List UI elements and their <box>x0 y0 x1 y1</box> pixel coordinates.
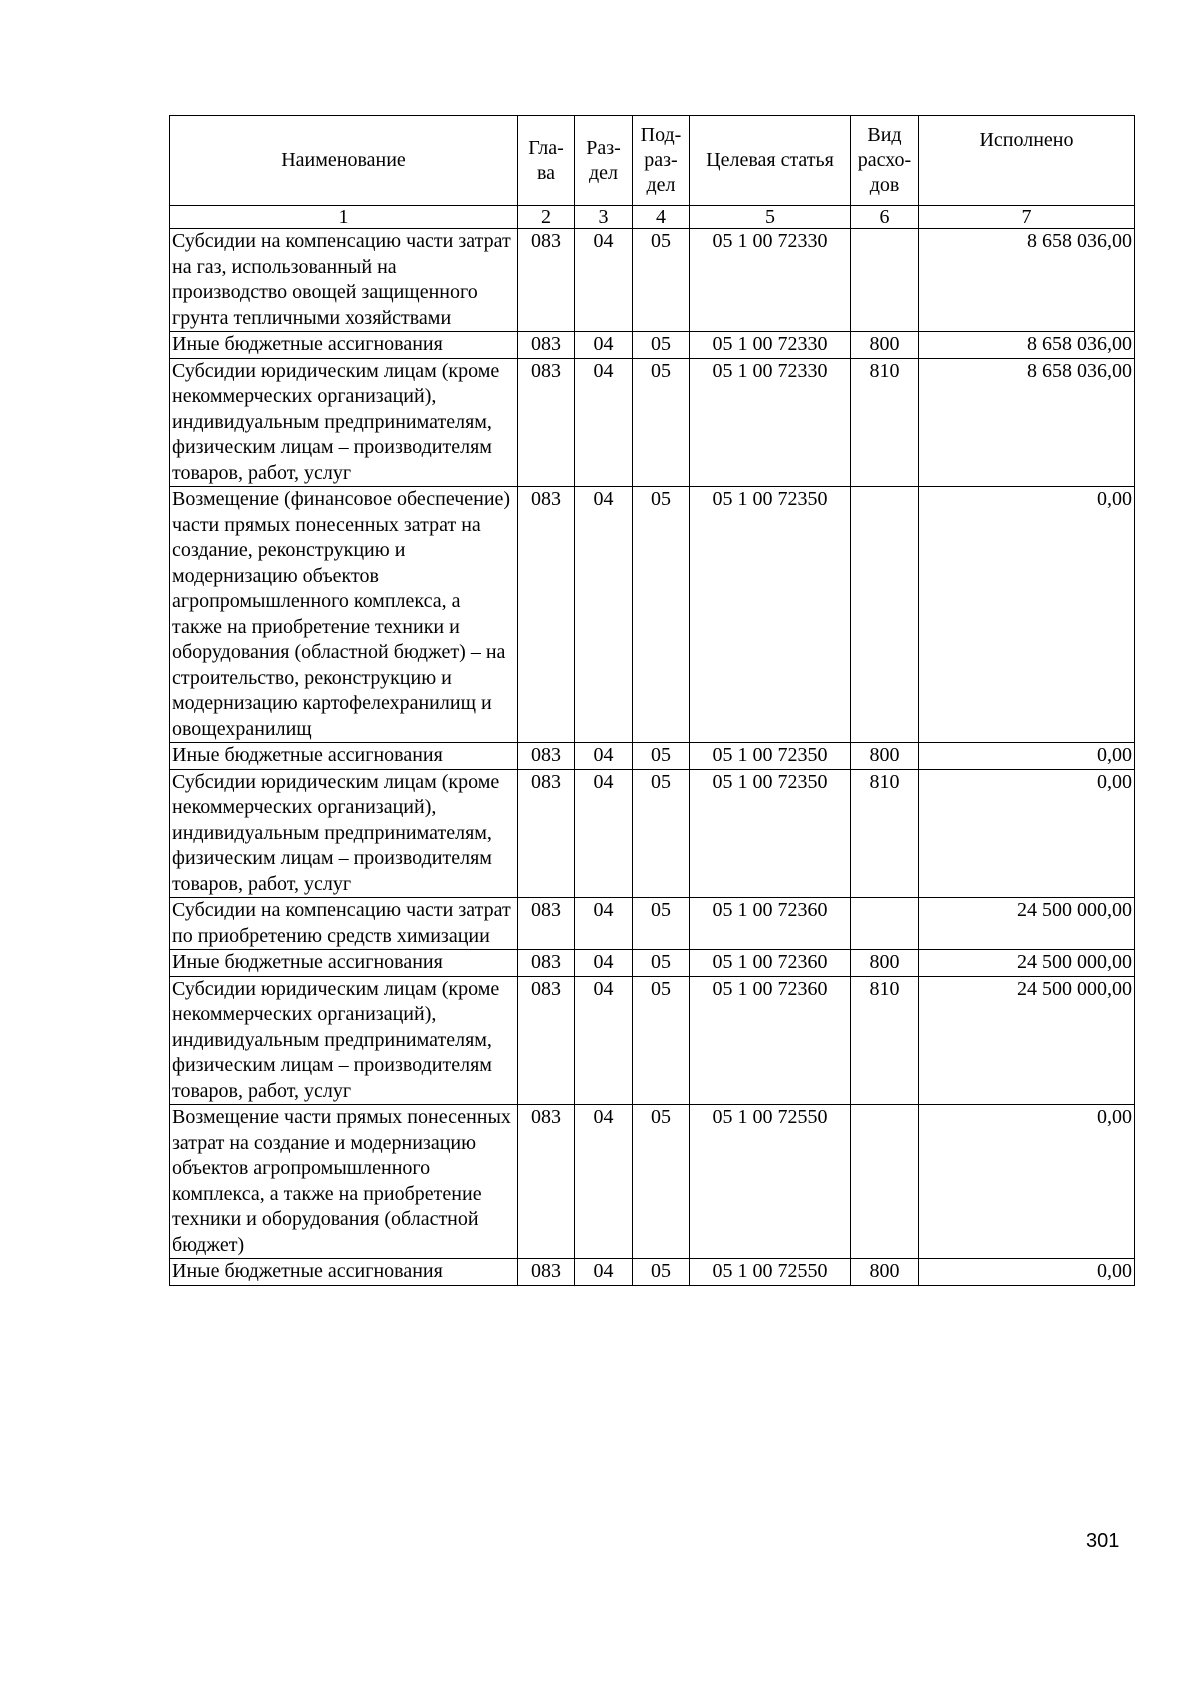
header-subsection <box>633 116 690 206</box>
cell-expense-type: 800 <box>851 950 919 977</box>
header-total-text: Исполнено <box>979 129 1074 151</box>
table-row <box>170 1259 1135 1286</box>
cell-expense-type: 800 <box>851 743 919 770</box>
header-target-text: Целевая статья <box>706 149 834 171</box>
cell-section: 04 <box>575 743 633 770</box>
cell-chapter: 083 <box>518 487 575 743</box>
table-row <box>170 743 1135 770</box>
cell-expense-type <box>851 229 919 332</box>
cell-section: 04 <box>575 898 633 950</box>
column-number: 4 <box>633 206 690 229</box>
cell-section: 04 <box>575 1105 633 1259</box>
cell-chapter: 083 <box>518 229 575 332</box>
cell-expense-type: 800 <box>851 332 919 359</box>
cell-section: 04 <box>575 950 633 977</box>
header-name-text: Наименование <box>281 149 406 171</box>
column-number: 5 <box>690 206 851 229</box>
cell-expense-type <box>851 898 919 950</box>
cell-subsection: 05 <box>633 898 690 950</box>
cell-name: Возмещение (финансовое обеспечение) части прямых понесенных затрат на создание, реконструкцию и модернизацию объектов агропромышленного комплекса, а также на приобретение техники и оборудования (областной бюджет) – на строительство, реконструкцию и модернизацию картофелехранилищ и овощехранилищ <box>170 487 518 743</box>
cell-chapter: 083 <box>518 769 575 898</box>
cell-target: 05 1 00 72550 <box>690 1105 851 1259</box>
cell-expense-type: 810 <box>851 769 919 898</box>
cell-subsection: 05 <box>633 743 690 770</box>
cell-section: 04 <box>575 332 633 359</box>
cell-target: 05 1 00 72350 <box>690 487 851 743</box>
cell-total: 0,00 <box>919 487 1135 743</box>
cell-chapter: 083 <box>518 743 575 770</box>
header-target <box>690 116 851 206</box>
header-section <box>575 116 633 206</box>
cell-chapter: 083 <box>518 976 575 1105</box>
header-expense-type-text: Вид расхо- дов <box>857 124 912 196</box>
page-number: 301 <box>1086 1530 1120 1552</box>
header-expense-type <box>851 116 919 206</box>
header-name <box>170 116 518 206</box>
cell-target: 05 1 00 72350 <box>690 769 851 898</box>
cell-name: Субсидии на компенсацию части затрат на газ, использованный на производство овощей защищенного грунта тепличными хозяйствами <box>170 229 518 332</box>
cell-name: Субсидии на компенсацию части затрат по приобретению средств химизации <box>170 898 518 950</box>
cell-total: 24 500 000,00 <box>919 898 1135 950</box>
cell-section: 04 <box>575 229 633 332</box>
cell-total: 0,00 <box>919 743 1135 770</box>
cell-subsection: 05 <box>633 332 690 359</box>
cell-expense-type <box>851 1105 919 1259</box>
cell-subsection: 05 <box>633 950 690 977</box>
table-row <box>170 487 1135 743</box>
cell-total: 8 658 036,00 <box>919 229 1135 332</box>
cell-section: 04 <box>575 1259 633 1286</box>
cell-subsection: 05 <box>633 1259 690 1286</box>
column-number: 2 <box>518 206 575 229</box>
cell-target: 05 1 00 72550 <box>690 1259 851 1286</box>
cell-name: Субсидии юридическим лицам (кроме некоммерческих организаций), индивидуальным предпринимателям, физическим лицам – производителям товаров, работ, услуг <box>170 769 518 898</box>
cell-name: Иные бюджетные ассигнования <box>170 950 518 977</box>
header-chapter-text: Гла- ва <box>528 136 564 184</box>
header-section-text: Раз- дел <box>586 136 621 184</box>
header-subsection-text: Под- раз- дел <box>640 124 682 196</box>
cell-section: 04 <box>575 769 633 898</box>
cell-name: Возмещение части прямых понесенных затрат на создание и модернизацию объектов агропромышленного комплекса, а также на приобретение техники и оборудования (областной бюджет) <box>170 1105 518 1259</box>
cell-target: 05 1 00 72330 <box>690 332 851 359</box>
column-number: 3 <box>575 206 633 229</box>
table-body <box>170 229 1135 1286</box>
cell-total: 24 500 000,00 <box>919 950 1135 977</box>
cell-target: 05 1 00 72330 <box>690 358 851 487</box>
table-row <box>170 769 1135 898</box>
header-total <box>919 116 1135 206</box>
cell-section: 04 <box>575 976 633 1105</box>
cell-subsection: 05 <box>633 769 690 898</box>
cell-target: 05 1 00 72360 <box>690 898 851 950</box>
cell-total: 24 500 000,00 <box>919 976 1135 1105</box>
table-row <box>170 950 1135 977</box>
header-row <box>170 116 1135 206</box>
table-row <box>170 332 1135 359</box>
cell-name: Субсидии юридическим лицам (кроме некоммерческих организаций), индивидуальным предпринимателям, физическим лицам – производителям товаров, работ, услуг <box>170 358 518 487</box>
column-number-row <box>170 206 1135 229</box>
cell-section: 04 <box>575 358 633 487</box>
budget-table <box>169 115 1135 1286</box>
cell-name: Иные бюджетные ассигнования <box>170 1259 518 1286</box>
cell-target: 05 1 00 72350 <box>690 743 851 770</box>
cell-total: 0,00 <box>919 1259 1135 1286</box>
cell-subsection: 05 <box>633 1105 690 1259</box>
table-row <box>170 358 1135 487</box>
table-row <box>170 229 1135 332</box>
column-number: 6 <box>851 206 919 229</box>
cell-chapter: 083 <box>518 898 575 950</box>
cell-chapter: 083 <box>518 1105 575 1259</box>
cell-name: Иные бюджетные ассигнования <box>170 743 518 770</box>
cell-expense-type: 810 <box>851 358 919 487</box>
cell-section: 04 <box>575 487 633 743</box>
cell-target: 05 1 00 72330 <box>690 229 851 332</box>
column-number: 1 <box>170 206 518 229</box>
cell-target: 05 1 00 72360 <box>690 976 851 1105</box>
cell-target: 05 1 00 72360 <box>690 950 851 977</box>
cell-subsection: 05 <box>633 976 690 1105</box>
cell-expense-type: 810 <box>851 976 919 1105</box>
cell-subsection: 05 <box>633 358 690 487</box>
cell-expense-type: 800 <box>851 1259 919 1286</box>
cell-subsection: 05 <box>633 229 690 332</box>
cell-chapter: 083 <box>518 950 575 977</box>
cell-expense-type <box>851 487 919 743</box>
cell-name: Иные бюджетные ассигнования <box>170 332 518 359</box>
table-row <box>170 898 1135 950</box>
cell-chapter: 083 <box>518 332 575 359</box>
column-number: 7 <box>919 206 1135 229</box>
cell-chapter: 083 <box>518 358 575 487</box>
cell-total: 8 658 036,00 <box>919 358 1135 487</box>
table-row <box>170 976 1135 1105</box>
cell-chapter: 083 <box>518 1259 575 1286</box>
cell-total: 8 658 036,00 <box>919 332 1135 359</box>
header-chapter <box>518 116 575 206</box>
table-row <box>170 1105 1135 1259</box>
cell-total: 0,00 <box>919 1105 1135 1259</box>
cell-total: 0,00 <box>919 769 1135 898</box>
cell-name: Субсидии юридическим лицам (кроме некоммерческих организаций), индивидуальным предпринимателям, физическим лицам – производителям товаров, работ, услуг <box>170 976 518 1105</box>
cell-subsection: 05 <box>633 487 690 743</box>
